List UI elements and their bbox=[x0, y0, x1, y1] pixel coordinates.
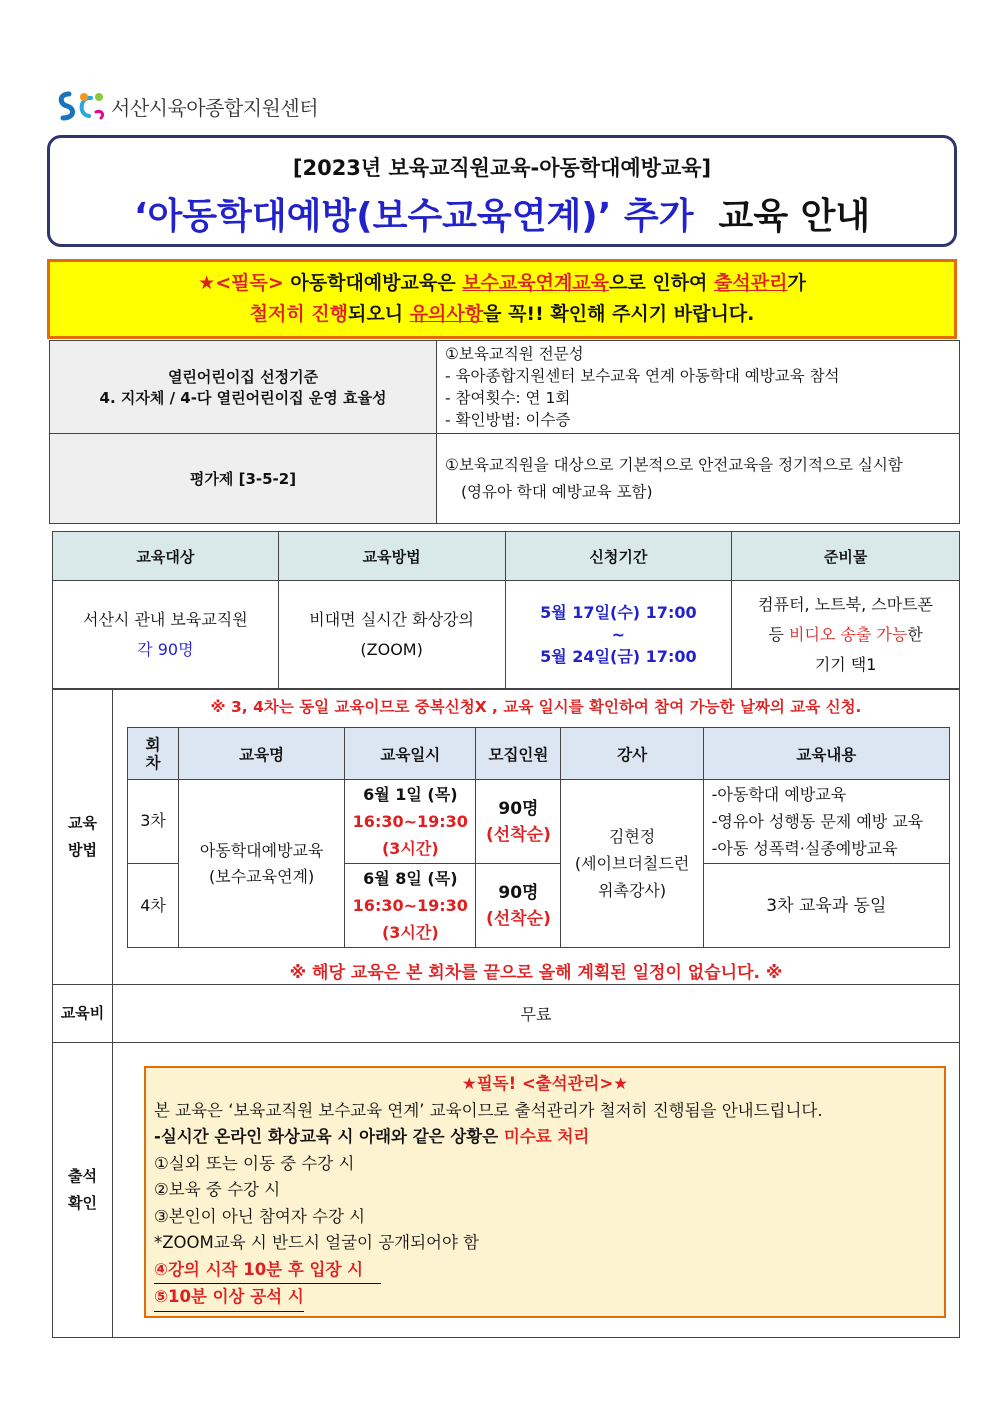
fee-label: 교육비 bbox=[53, 985, 113, 1043]
period-cell bbox=[505, 581, 732, 689]
round-4: 4차 bbox=[128, 864, 179, 948]
criteria-line: ①보육교직원 전문성 bbox=[445, 345, 584, 363]
prep-highlight: 비디오 송출 가능 bbox=[788, 624, 908, 644]
criteria-table bbox=[49, 340, 960, 524]
title-suffix: 교육 안내 bbox=[718, 196, 871, 237]
lecturer bbox=[561, 780, 703, 948]
prep-cell bbox=[732, 581, 960, 689]
content-item: -영유아 성행동 문제 예방 교육 bbox=[711, 812, 924, 831]
title-highlight: ‘아동학대예방(보수교육연계)’ 추가 bbox=[133, 196, 694, 237]
attendance-item: ②보육 중 수강 시 bbox=[154, 1180, 281, 1199]
notice-text: 가 bbox=[787, 272, 806, 294]
course-name-line: (보수교육연계) bbox=[209, 866, 315, 886]
notice-highlight: 출석관리 bbox=[714, 272, 788, 294]
criteria-line: - 참여횟수: 연 1회 bbox=[445, 389, 571, 407]
center-logo-icon bbox=[55, 88, 109, 124]
header-round bbox=[128, 728, 179, 780]
evaluation-value bbox=[437, 434, 960, 524]
center-logo bbox=[55, 88, 318, 124]
session-capacity bbox=[476, 780, 561, 864]
session-hours: (3시간) bbox=[381, 839, 439, 858]
condition-highlight: 미수료 처리 bbox=[503, 1127, 590, 1146]
criteria-label bbox=[50, 341, 437, 434]
prep-text: 기기 택1 bbox=[814, 654, 877, 674]
session-datetime bbox=[345, 864, 476, 948]
period-separator: ~ bbox=[611, 624, 626, 644]
evaluation-label: 평가제 [3-5-2] bbox=[50, 434, 437, 524]
session-datetime bbox=[345, 780, 476, 864]
criteria-line: - 육아종합지원센터 보수교육 연계 아동학대 예방교육 참석 bbox=[445, 367, 840, 385]
notice-highlight: 보수교육연계교육 bbox=[462, 272, 610, 294]
capacity-count: 90명 bbox=[498, 882, 539, 903]
session-time: 16:30~19:30 bbox=[352, 896, 468, 915]
method-text: 비대면 실시간 화상강의 bbox=[309, 609, 474, 629]
attendance-item: ③본인이 아닌 참여자 수강 시 bbox=[154, 1206, 366, 1226]
attendance-item bbox=[154, 1284, 936, 1312]
target-cell bbox=[53, 581, 279, 689]
notice-text: 을 꼭!! 확인해 주시기 바랍니다. bbox=[483, 303, 755, 325]
session-hours: (3시간) bbox=[381, 923, 439, 942]
attendance-item-highlight: ④강의 시작 10분 후 입장 시 bbox=[154, 1257, 381, 1285]
method-side-label bbox=[53, 690, 113, 985]
session-date: 6월 1일 (목) bbox=[363, 785, 458, 804]
prep-text: 컴퓨터, 노트북, 스마트폰 bbox=[758, 594, 934, 614]
criteria-label-line: 열린어린이집 선정기준 bbox=[167, 368, 319, 386]
prep-fragment: 한 bbox=[907, 624, 923, 644]
header-round-line: 회 bbox=[145, 735, 161, 754]
schedule-warning: ※ 해당 교육은 본 회차를 끝으로 올해 계획된 일정이 없습니다. ※ bbox=[289, 963, 783, 983]
title-subheading: [2023년 보육교직원교육-아동학대예방교육] bbox=[292, 156, 712, 180]
attendance-condition bbox=[154, 1124, 936, 1151]
condition-text: -실시간 온라인 화상교육 시 아래와 같은 상황은 bbox=[154, 1127, 504, 1146]
title-box bbox=[47, 135, 957, 247]
method-platform: (ZOOM) bbox=[360, 639, 423, 659]
side-label-line: 출석 bbox=[68, 1166, 97, 1185]
header-capacity: 모집인원 bbox=[476, 728, 561, 780]
side-label-line: 방법 bbox=[68, 841, 97, 859]
header-period: 신청기간 bbox=[505, 532, 732, 581]
header-target: 교육대상 bbox=[53, 532, 279, 581]
header-course: 교육명 bbox=[179, 728, 345, 780]
content-item: -아동학대 예방교육 bbox=[711, 785, 847, 804]
attendance-intro: 본 교육은 ‘보육교직원 보수교육 연계’ 교육이므로 출석관리가 철저히 진행됨을 안내드립니다. bbox=[154, 1100, 823, 1120]
center-name: 서산시육아종합지원센터 bbox=[111, 95, 319, 120]
lecturer-name: 김현정 bbox=[608, 827, 656, 846]
session-date: 6월 8일 (목) bbox=[363, 869, 458, 888]
header-datetime: 교육일시 bbox=[345, 728, 476, 780]
notice-star: ★<필독> bbox=[198, 272, 284, 294]
attendance-box bbox=[144, 1066, 946, 1318]
attendance-item bbox=[154, 1257, 936, 1285]
notice-highlight: 유의사항 bbox=[409, 303, 484, 325]
attendance-item: *ZOOM교육 시 반드시 얼굴이 공개되어야 함 bbox=[154, 1233, 480, 1252]
lecturer-role: 위촉강사) bbox=[598, 881, 667, 900]
session-content bbox=[703, 780, 949, 864]
info-table bbox=[52, 531, 960, 689]
capacity-note: (선착순) bbox=[486, 908, 551, 929]
evaluation-line: (영유아 학대 예방교육 포함) bbox=[461, 482, 653, 501]
header-lecturer: 강사 bbox=[561, 728, 703, 780]
evaluation-line: ①보육교직원을 대상으로 기본적으로 안전교육을 정기적으로 실시함 bbox=[445, 455, 903, 474]
prep-fragment: 등 bbox=[768, 624, 789, 644]
target-text: 서산시 관내 보육교직원 bbox=[82, 609, 248, 629]
course-name-line: 아동학대예방교육 bbox=[199, 840, 324, 860]
method-cell bbox=[278, 581, 505, 689]
capacity-note: (선착순) bbox=[486, 824, 551, 845]
header-method: 교육방법 bbox=[278, 532, 505, 581]
details-table bbox=[52, 689, 960, 1338]
attendance-side-label bbox=[53, 1043, 113, 1338]
round-3: 3차 bbox=[128, 780, 179, 864]
session-content: 3차 교육과 동일 bbox=[703, 864, 949, 948]
notice-text: 으로 인하여 bbox=[609, 272, 715, 294]
header-prep: 준비물 bbox=[732, 532, 960, 581]
attendance-title: ★필독! <출석관리>★ bbox=[461, 1074, 629, 1093]
criteria-line: - 확인방법: 이수증 bbox=[445, 411, 571, 429]
attendance-item-highlight: ⑤10분 이상 공석 시 bbox=[154, 1284, 304, 1312]
notice-text: 아동학대예방교육은 bbox=[283, 272, 463, 294]
period-start: 5월 17일(수) 17:00 bbox=[540, 602, 697, 622]
mandatory-notice bbox=[47, 259, 957, 339]
header-round-line: 차 bbox=[145, 753, 161, 772]
session-capacity bbox=[476, 864, 561, 948]
method-content bbox=[113, 690, 960, 985]
side-label-line: 교육 bbox=[68, 814, 97, 832]
course-name bbox=[179, 780, 345, 948]
notice-text: 되오니 bbox=[348, 303, 410, 325]
session-table bbox=[127, 727, 950, 948]
session-time: 16:30~19:30 bbox=[352, 812, 468, 831]
page-title bbox=[50, 188, 954, 239]
lecturer-org: (세이브더칠드런 bbox=[574, 854, 690, 873]
period-end: 5월 24일(금) 17:00 bbox=[540, 646, 697, 666]
capacity-count: 90명 bbox=[498, 798, 539, 819]
prep-text bbox=[733, 620, 958, 650]
content-item: -아동 성폭력·실종예방교육 bbox=[711, 839, 898, 858]
fee-value: 무료 bbox=[113, 985, 960, 1043]
criteria-value bbox=[437, 341, 960, 434]
attendance-content bbox=[113, 1043, 960, 1338]
header-content: 교육내용 bbox=[703, 728, 949, 780]
target-count: 각 90명 bbox=[137, 639, 194, 659]
notice-highlight: 철저히 진행 bbox=[249, 303, 348, 325]
attendance-item: ①실외 또는 이동 중 수강 시 bbox=[154, 1153, 355, 1173]
criteria-label-line: 4. 지자체 / 4-다 열린어린이집 운영 효율성 bbox=[99, 389, 387, 407]
side-label-line: 확인 bbox=[68, 1193, 97, 1212]
duplicate-warning: ※ 3, 4차는 동일 교육이므로 중복신청X , 교육 일시를 확인하여 참여 가능한 날짜의 교육 신청. bbox=[210, 698, 862, 716]
